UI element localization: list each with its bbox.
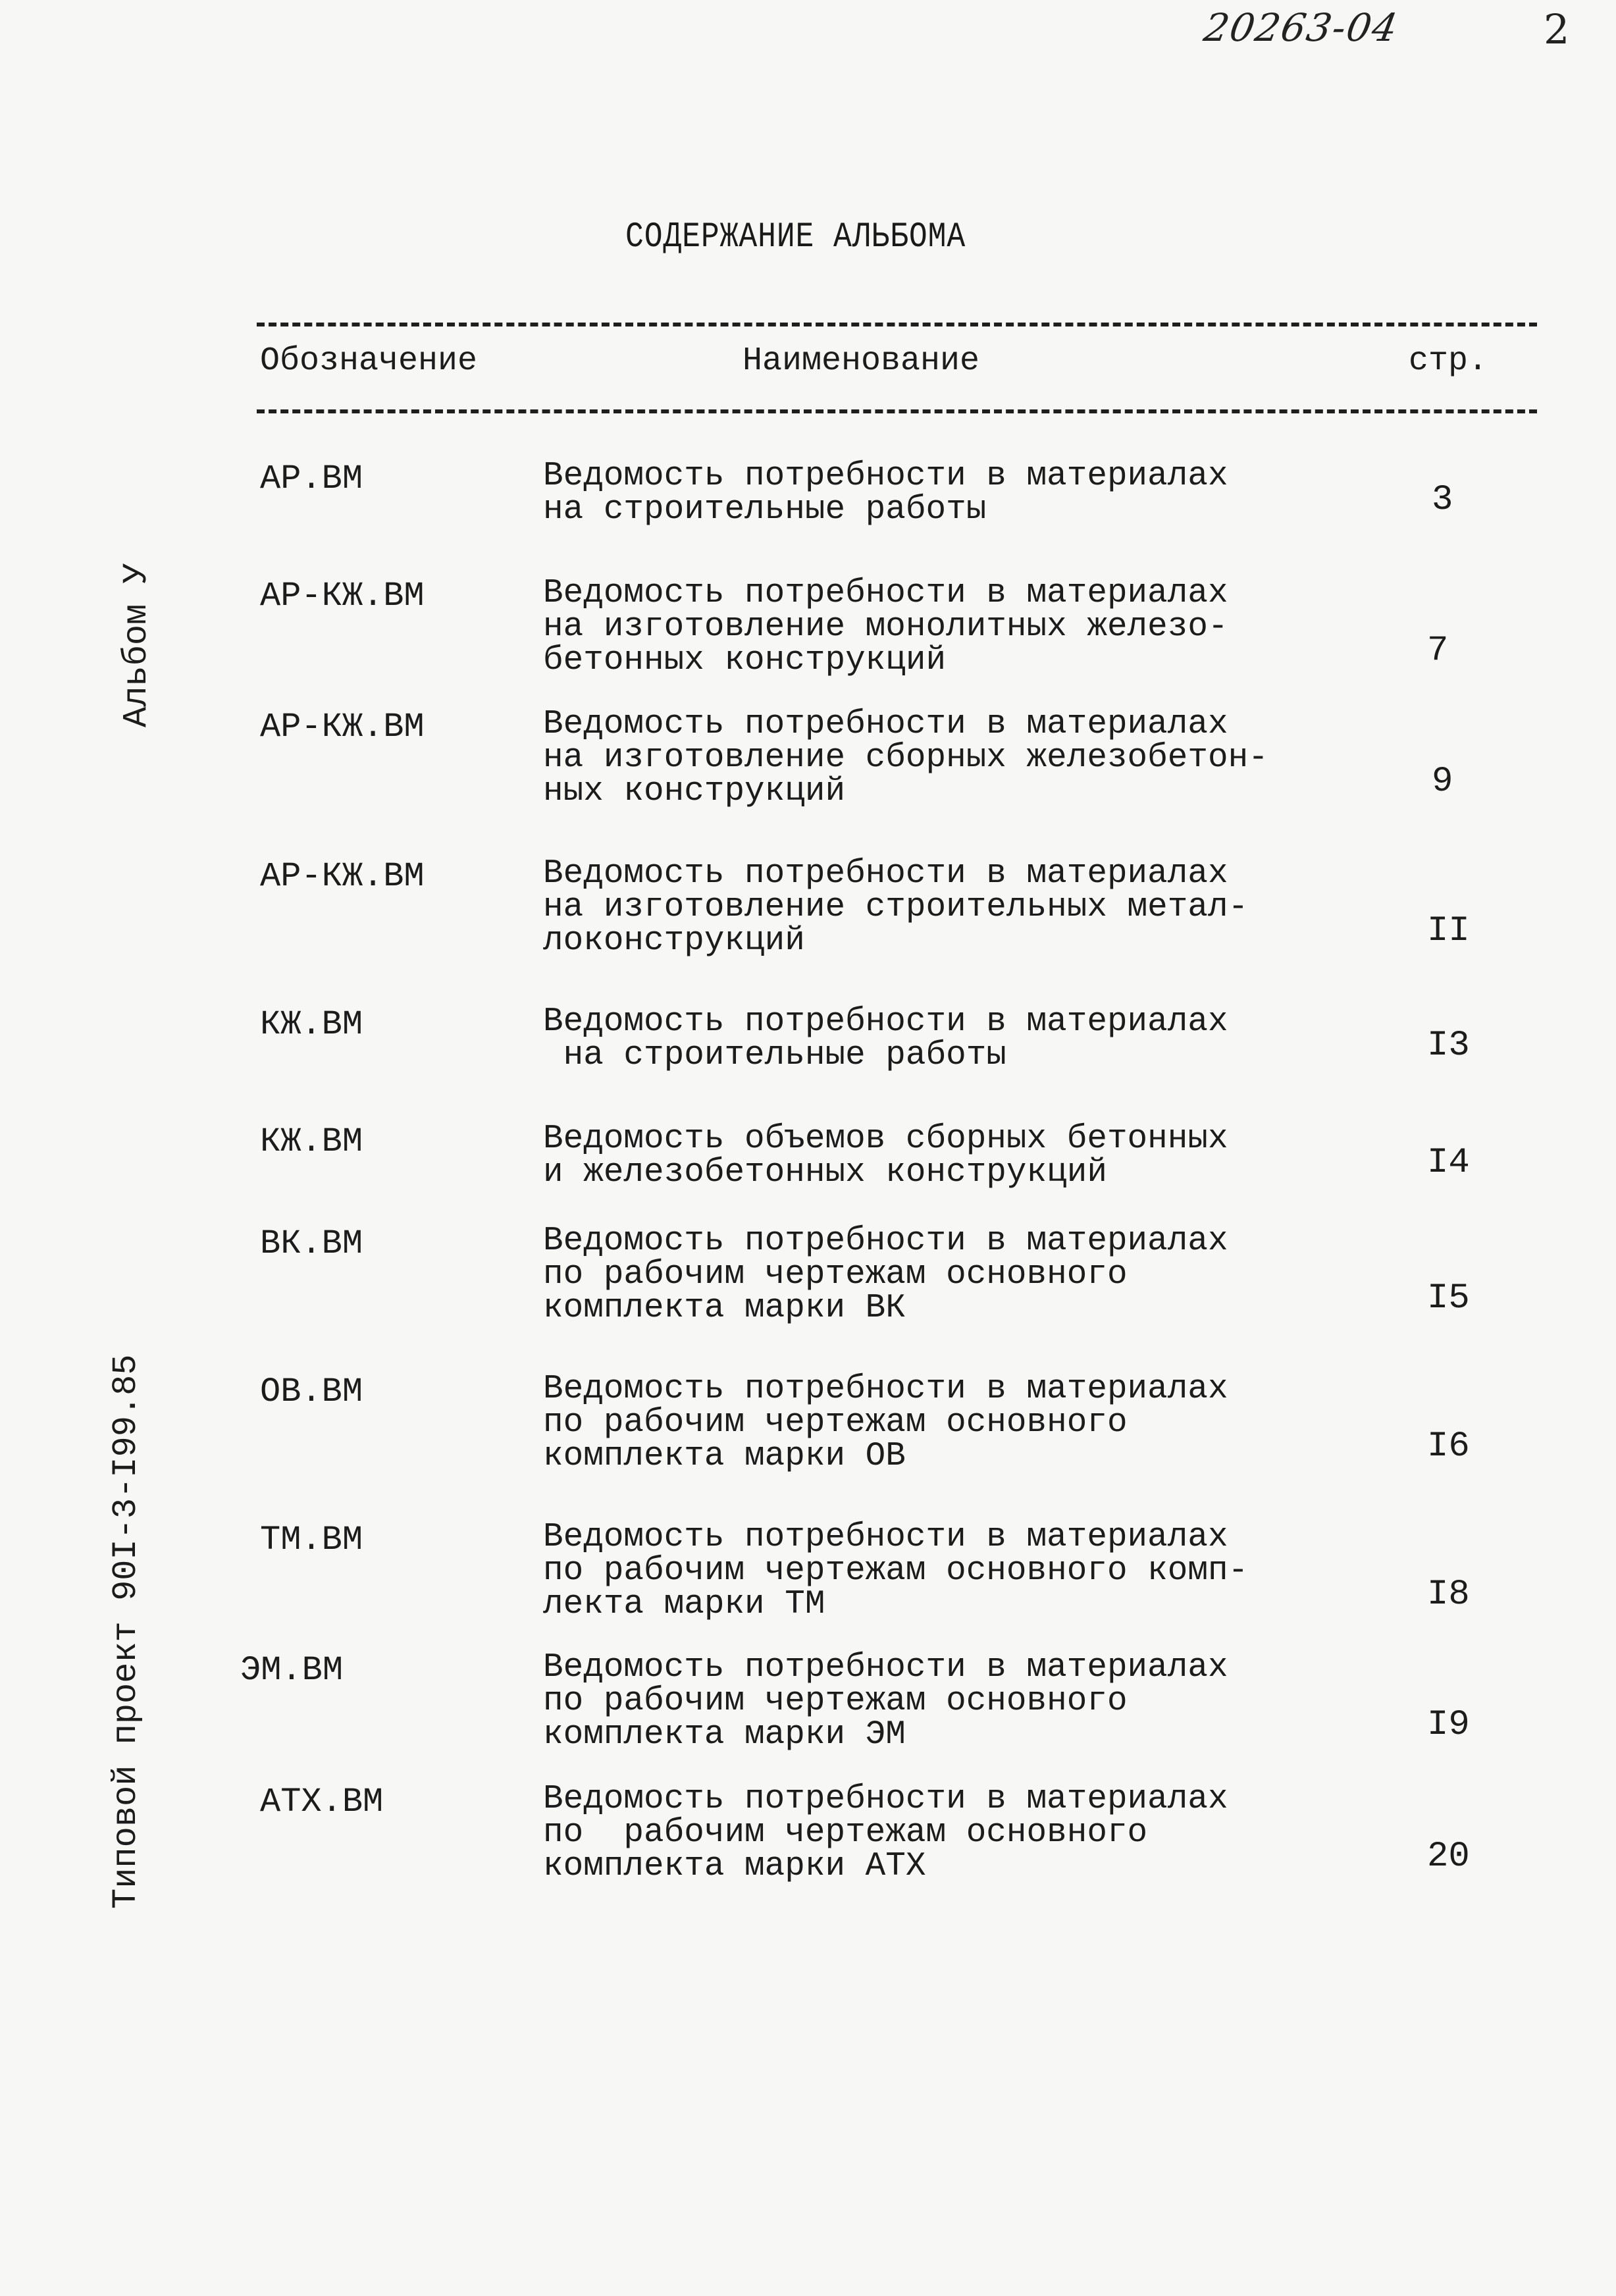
- row-name-line: Ведомость потребности в материалах: [543, 1370, 1228, 1408]
- row-name-line: по рабочим чертежам основного комп-: [543, 1552, 1249, 1590]
- row-name-line: Ведомость объемов сборных бетонных: [543, 1120, 1228, 1158]
- row-name-line: на изготовление сборных железобетон-: [543, 739, 1268, 777]
- row-name: [543, 1521, 1248, 1621]
- row-name-line: комплекта марки ОВ: [543, 1438, 906, 1475]
- row-name-line: по рабочим чертежам основного: [543, 1683, 1128, 1720]
- row-name-line: по рабочим чертежам основного: [543, 1814, 1148, 1852]
- row-page: 9: [1432, 762, 1453, 802]
- header-page: стр.: [1409, 342, 1488, 380]
- document-number: 20263-04: [1201, 5, 1402, 50]
- row-page: I6: [1427, 1426, 1470, 1467]
- row-page: 20: [1427, 1837, 1470, 1877]
- row-page: I8: [1427, 1575, 1470, 1615]
- row-code: АР.ВМ: [260, 459, 363, 498]
- row-name: [543, 1783, 1228, 1883]
- row-name-line: на строительные работы: [543, 1037, 1006, 1074]
- row-name-line: на изготовление строительных метал-: [543, 889, 1249, 926]
- row-code: АР-КЖ.ВМ: [260, 577, 425, 615]
- row-page: I3: [1427, 1026, 1470, 1066]
- row-name: [543, 708, 1268, 808]
- row-page: II: [1427, 911, 1470, 951]
- row-code: ВК.ВМ: [260, 1224, 363, 1263]
- project-label: Типовой проект 90I-3-I99.85: [107, 1354, 145, 1909]
- header-rule-bottom: [257, 409, 1537, 413]
- row-name-line: комплекта марки АТХ: [543, 1848, 926, 1885]
- row-page: 7: [1427, 631, 1449, 671]
- page-title: СОДЕРЖАНИЕ АЛЬБОМА: [625, 217, 966, 257]
- header-rule-top: [257, 323, 1537, 326]
- row-code: АР-КЖ.ВМ: [260, 708, 425, 746]
- header-name: Наименование: [743, 342, 980, 380]
- row-name-line: Ведомость потребности в материалах: [543, 1519, 1228, 1556]
- row-name-line: на строительные работы: [543, 491, 987, 529]
- row-name-line: по рабочим чертежам основного: [543, 1256, 1128, 1293]
- row-name-line: и железобетонных конструкций: [543, 1154, 1107, 1191]
- row-name: [543, 1224, 1228, 1325]
- row-name: [543, 1372, 1228, 1473]
- row-code: КЖ.ВМ: [260, 1122, 363, 1161]
- page-number: 2: [1544, 5, 1570, 53]
- row-name-line: ных конструкций: [543, 773, 846, 810]
- row-name: [543, 459, 1228, 527]
- row-name-line: Ведомость потребности в материалах: [543, 1003, 1228, 1041]
- row-name-line: комплекта марки ЭМ: [543, 1716, 906, 1754]
- album-label: Альбом У: [117, 563, 156, 727]
- row-name-line: Ведомость потребности в материалах: [543, 1781, 1228, 1818]
- row-name-line: по рабочим чертежам основного: [543, 1404, 1128, 1442]
- row-name: [543, 857, 1248, 958]
- row-name: [543, 1122, 1228, 1189]
- row-code: ЭМ.ВМ: [240, 1651, 344, 1690]
- row-name-line: локонструкций: [543, 922, 805, 960]
- row-code: АТХ.ВМ: [260, 1783, 384, 1821]
- row-name-line: Ведомость потребности в материалах: [543, 706, 1228, 743]
- row-name-line: Ведомость потребности в материалах: [543, 1222, 1228, 1260]
- row-name-line: комплекта марки ВК: [543, 1290, 906, 1327]
- row-name-line: Ведомость потребности в материалах: [543, 457, 1228, 495]
- row-name: [543, 1005, 1228, 1072]
- row-code: КЖ.ВМ: [260, 1005, 363, 1044]
- row-name: [543, 1651, 1228, 1752]
- row-page: I9: [1427, 1705, 1470, 1745]
- row-name-line: на изготовление монолитных железо-: [543, 608, 1228, 646]
- row-name-line: бетонных конструкций: [543, 642, 947, 679]
- row-name-line: Ведомость потребности в материалах: [543, 575, 1228, 612]
- row-name-line: лекта марки ТМ: [543, 1586, 825, 1623]
- row-name-line: Ведомость потребности в материалах: [543, 1649, 1228, 1686]
- row-code: ОВ.ВМ: [260, 1372, 363, 1411]
- row-page: I4: [1427, 1143, 1470, 1183]
- row-name: [543, 577, 1228, 677]
- header-code: Обозначение: [260, 342, 478, 380]
- row-code: ТМ.ВМ: [260, 1521, 363, 1559]
- row-code: АР-КЖ.ВМ: [260, 857, 425, 896]
- row-page: I5: [1427, 1278, 1470, 1318]
- row-page: 3: [1432, 480, 1453, 520]
- row-name-line: Ведомость потребности в материалах: [543, 855, 1228, 893]
